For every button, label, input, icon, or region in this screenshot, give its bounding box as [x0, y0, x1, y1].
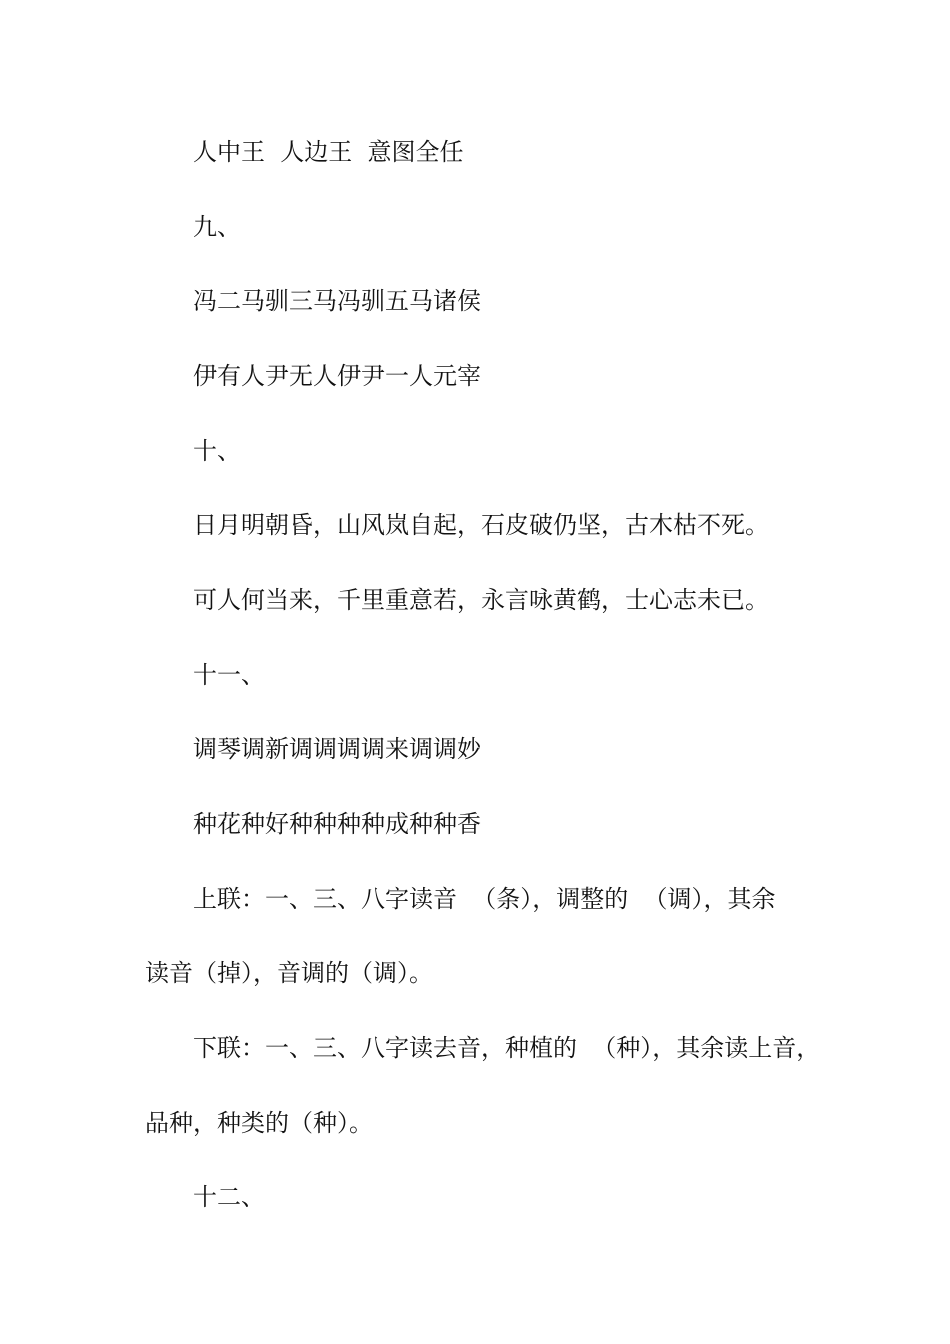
couplet-line: 可人何当来，千里重意若，永言咏黄鹤，士心志未已。 [193, 586, 769, 614]
section-heading: 十二、 [193, 1183, 265, 1211]
text-line: 人中王 人边王 意图全任 [193, 138, 464, 166]
section-heading: 九、 [193, 213, 241, 241]
explanation-line: 品种，种类的（种）。 [145, 1109, 373, 1137]
explanation-line: 读音（掉），音调的（调）。 [145, 959, 433, 987]
section-heading: 十、 [193, 437, 241, 465]
section-heading: 十一、 [193, 661, 265, 689]
explanation-line: 上联：一、三、八字读音 （条），调整的 （调），其余 [193, 885, 776, 913]
couplet-line: 冯二马驯三马冯驯五马诸侯 [193, 287, 481, 315]
couplet-line: 伊有人尹无人伊尹一人元宰 [193, 362, 481, 390]
couplet-line: 种花种好种种种种成种种香 [193, 810, 481, 838]
explanation-line: 下联：一、三、八字读去音，种植的 （种），其余读上音， [193, 1034, 821, 1062]
couplet-line: 日月明朝昏，山风岚自起，石皮破仍坚，古木枯不死。 [193, 511, 769, 539]
couplet-line: 调琴调新调调调调来调调妙 [193, 735, 481, 763]
